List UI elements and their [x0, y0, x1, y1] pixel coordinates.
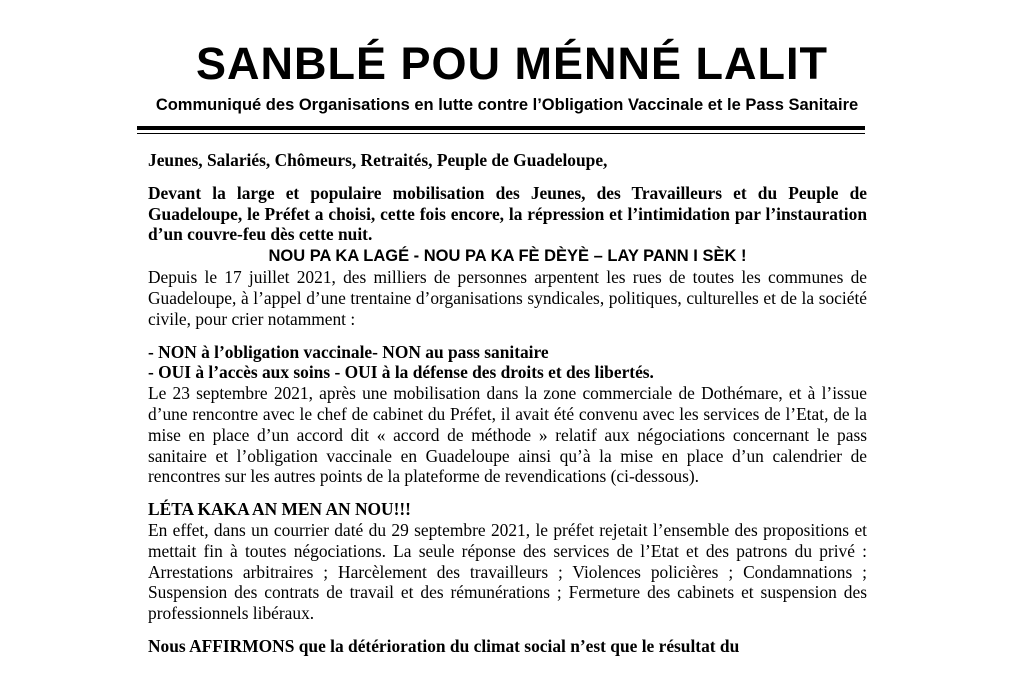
title-divider-thin	[137, 133, 865, 134]
demand-line-1: - NON à l’obligation vaccinale- NON au pass sanitaire	[148, 341, 549, 362]
document-body	[148, 150, 867, 657]
section-heading: LÉTA KAKA AN MEN AN NOU!!!	[148, 499, 411, 520]
paragraph-rejection: En effet, dans un courrier daté du 29 septembre 2021, le préfet rejetait l’ensemble des propositions et mettait fin à toutes négociations. La seule réponse des services de l’Etat et des patrons du privé : Arrestations arbitraires ; Harcèlement des travailleurs ; Violences policières ; Condamnations ; Suspension des contrats de travail et des rémunérations ; Fermeture des cabinets et suspension des professionnels libéraux.	[148, 519, 867, 624]
paragraph-affirmation: Nous AFFIRMONS que la détérioration du climat social n’est que le résultat du	[148, 635, 740, 656]
demand-line-2: - OUI à l’accès aux soins - OUI à la défense des droits et des libertés.	[148, 362, 654, 383]
paragraph-accord: Le 23 septembre 2021, après une mobilisation dans la zone commerciale de Dothémare, et à l’issue d’une rencontre avec le chef de cabinet du Préfet, il avait été convenu avec les services de l’Etat, de la mise en place d’un accord dit « accord de méthode » relatif aux négociations concernant le pass sanitaire et l’obligation vaccinale en Guadeloupe ainsi qu’à la mise en place d’un calendrier de rencontres sur les autres points de la plateforme de revendications (ci-dessous).	[148, 383, 867, 487]
greeting: Jeunes, Salariés, Chômeurs, Retraités, Peuple de Guadeloupe,	[148, 150, 608, 170]
title-divider-thick	[137, 126, 865, 130]
document-subtitle: Communiqué des Organisations en lutte contre l’Obligation Vaccinale et le Pass Sanitaire	[155, 96, 859, 114]
paragraph-mobilisation: Depuis le 17 juillet 2021, des milliers de personnes arpentent les rues de toutes les communes de Guadeloupe, à l’appel d’une trentaine d’organisations syndicales, politiques, culturelles et de la société civile, pour crier notamment :	[148, 267, 867, 329]
slogan: NOU PA KA LAGÉ - NOU PA KA FÈ DÈYÈ – LAY PANN I SÈK !	[268, 247, 747, 266]
document-title: SANBLÉ POU MÉNNÉ LALIT	[195, 38, 828, 89]
intro-paragraph: Devant la large et populaire mobilisation des Jeunes, des Travailleurs et du Peuple de Guadeloupe, le Préfet a choisi, cette fois encore, la répression et l’intimidation par l’instauration d’un couvre-feu dès cette nuit.	[148, 182, 867, 245]
